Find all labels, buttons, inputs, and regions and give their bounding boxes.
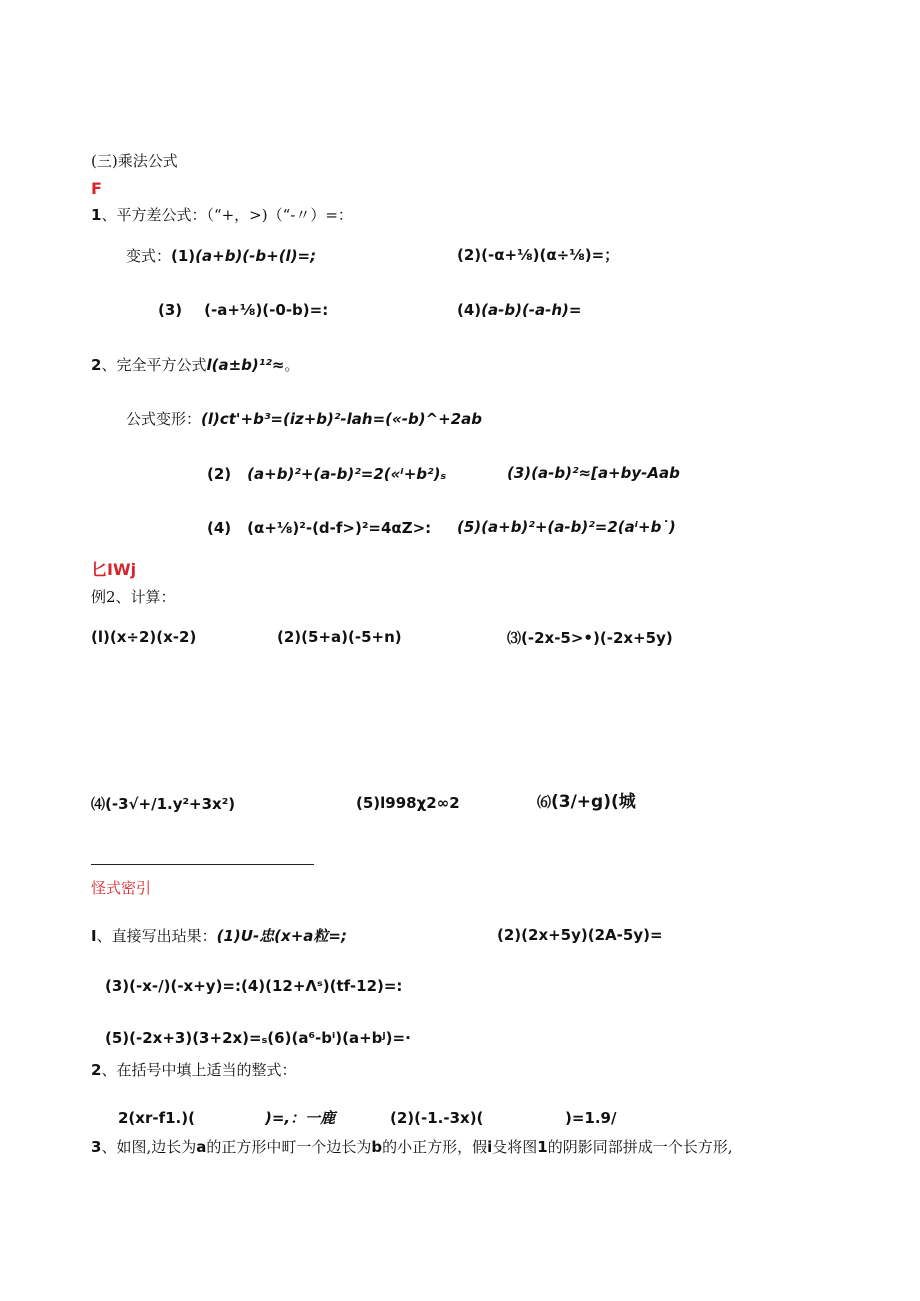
example2-problem-6-text: (3/+g)(城 (551, 792, 636, 812)
item2-formula: l(a±b)¹²≈ (206, 356, 285, 374)
variant-line-2 (158, 302, 328, 318)
formula-variant-2-text: (a+b)²+(a-b)²=2(«ⁱ+b²)ₛ (247, 465, 447, 483)
section-title: (三)乘法公式 (91, 152, 178, 170)
formula-variant-3: (3)(a-b)²≈[a+by-Aab (507, 464, 680, 482)
formula-variant-line-1 (126, 411, 482, 427)
exercise3-var-a: a (196, 1138, 207, 1156)
variant-2-formula: (2)(-α+⅛)(α÷⅛)=； (457, 246, 620, 264)
exercise3-var-i: i (487, 1138, 493, 1156)
exercise1-parts-5-6: (5)(-2x+3)(3+2x)=ₛ(6)(a⁶-bⁱ)(a+bʲ)=· (105, 1029, 411, 1047)
exercise2-part-2-end: )=1.9/ (565, 1109, 617, 1127)
formula-variant-4-number: (4) (207, 519, 232, 537)
exercise1-number: I (91, 927, 97, 945)
exercise2-number: 2 (91, 1061, 102, 1079)
red-heading-exercises: 怪式密引 (91, 879, 152, 897)
exercise1-label: 、直接写出玷果： (96, 927, 217, 945)
exercise1-line (91, 928, 347, 944)
variant-4-formula: (a-b)(-a-h)= (481, 301, 582, 319)
example2-problem-6-number: ⑹ (537, 795, 551, 811)
example2-problem-6 (537, 794, 636, 811)
formula-variant-label: 公式变形： (126, 410, 202, 428)
exercise2-part-1-end: )=,：一鹿 (265, 1109, 336, 1127)
exercise1-part-2: (2)(2x+5y)(2A-5y)= (497, 926, 663, 944)
variant-4 (457, 302, 581, 318)
exercise2-part-2-start: (2)(-1.-3x)( (390, 1109, 484, 1127)
exercise1-part-1: (1)U-忠(x+a粒=; (216, 927, 347, 945)
divider-line (91, 864, 314, 865)
example2-problem-3 (507, 630, 673, 646)
exercise2-part-1-start: 2(xr-f1.)( (118, 1109, 195, 1127)
example2-label: 例2、计算： (91, 588, 176, 606)
example2-problem-2: (2)(5+a)(-5+n) (277, 628, 402, 646)
example2-problem-4 (91, 796, 235, 812)
exercise2-label: 、在括号中填上适当的整式： (101, 1061, 297, 1079)
formula-variant-1: (l)ct'+b³=(iz+b)²-lah=(«-b)^+2ab (201, 410, 483, 428)
item1-number: 1 (91, 206, 102, 224)
formula-variant-4-text: (α+⅛)²-(d-f>)²=4αZ>: (247, 519, 432, 537)
variant-4-number: (4) (457, 301, 482, 319)
exercise3-text-2: 的正方形中町一个边长为 (206, 1138, 372, 1156)
formula-variant-2-number: (2) (207, 465, 232, 483)
exercise1-parts-3-4: (3)(-x-/)(-x+y)=:(4)(12+Λˢ)(tf-12)=: (105, 977, 403, 995)
exercise3-line (91, 1139, 733, 1155)
example2-problem-1: (l)(x÷2)(x-2) (91, 628, 197, 646)
red-heading-f: F (91, 179, 102, 198)
item2-number: 2 (91, 356, 102, 374)
formula-variant-2 (207, 466, 446, 482)
red-heading-examples: 匕IWj (91, 560, 137, 579)
exercise3-var-b: b (371, 1138, 383, 1156)
example2-problem-3-number: ⑶ (507, 631, 521, 647)
exercise2-line (91, 1062, 296, 1078)
example2-problem-4-number: ⑷ (91, 797, 105, 813)
item1-label: 、平方差公式：（“+，>)（“-〃）=： (101, 206, 353, 224)
exercise3-figure-number: 1 (537, 1138, 548, 1156)
exercise3-text-1: 、如图,边长为 (101, 1138, 197, 1156)
item1-line (91, 207, 353, 223)
exercise3-text-4: 殳将图 (492, 1138, 538, 1156)
exercise3-text-5: 的阴影同部拼成一个长方形, (547, 1138, 733, 1156)
item2-end: 。 (284, 356, 300, 374)
variant-1-number: (1) (171, 247, 196, 265)
example2-problem-4-text: (-3√+/1.y²+3x²) (105, 795, 236, 813)
variant-1-formula: (a+b)(-b+(l)=; (195, 247, 317, 265)
example2-problem-5: (5)l998χ2∞2 (356, 794, 460, 812)
exercise3-number: 3 (91, 1138, 102, 1156)
item2-label: 、完全平方公式 (101, 356, 207, 374)
exercise3-text-3: 的小正方形，假 (382, 1138, 488, 1156)
example2-problem-3-text: (-2x-5>•)(-2x+5y) (521, 629, 673, 647)
formula-variant-4 (207, 520, 431, 536)
variant-label: 变式： (126, 247, 172, 265)
variant-3-number: (3) (158, 301, 183, 319)
variant-line-1 (126, 248, 316, 264)
formula-variant-5: (5)(a+b)²+(a-b)²=2(aⁱ+b˙) (457, 518, 676, 536)
item2-line (91, 357, 299, 373)
variant-3-formula: (-a+⅛)(-0-b)=: (204, 301, 329, 319)
